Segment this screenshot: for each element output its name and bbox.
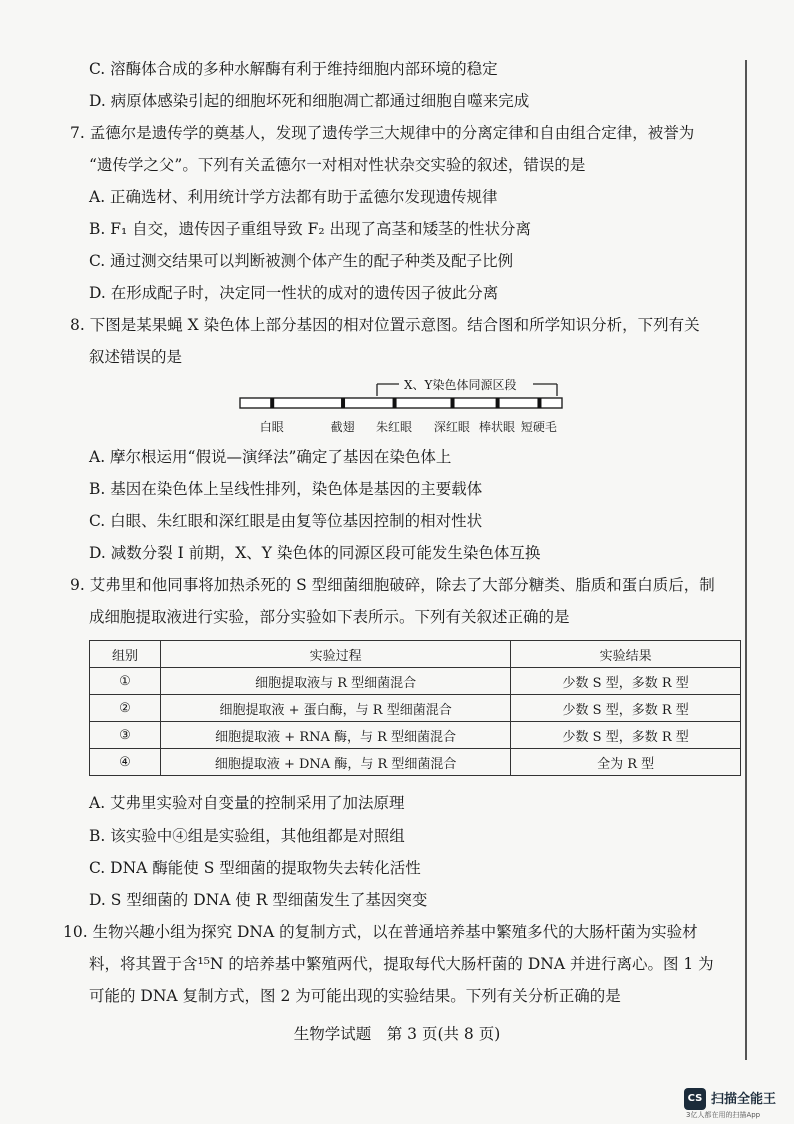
question-9-stem: 9. 艾弗里和他同事将加热杀死的 S 型细菌细胞破碎，除去了大部分糖类、脂质和蛋白质后，制	[70, 576, 715, 594]
text-line: “遗传学之父”。下列有关孟德尔一对相对性状杂交实验的叙述，错误的是	[89, 156, 586, 174]
chromosome-figure	[0, 0, 794, 460]
text-line: C. 溶酶体合成的多种水解酶有利于维持细胞内部环境的稳定	[89, 60, 498, 78]
option-a: A. 正确选材、利用统计学方法都有助于孟德尔发现遗传规律	[89, 188, 498, 206]
gene-label: 短硬毛	[520, 420, 557, 434]
table-header: 实验过程	[160, 641, 510, 668]
option-d: D. 在形成配子时，决定同一性状的成对的遗传因子彼此分离	[89, 284, 499, 302]
option-b: B. 基因在染色体上呈线性排列，染色体是基因的主要载体	[89, 480, 483, 498]
table-cell: 少数 S 型，多数 R 型	[511, 722, 741, 749]
option-d: D. S 型细菌的 DNA 使 R 型细菌发生了基因突变	[89, 891, 428, 909]
table-cell: ③	[90, 722, 161, 749]
text-line: 成细胞提取液进行实验，部分实验如下表所示。下列有关叙述正确的是	[89, 608, 570, 626]
table-cell: 全为 R 型	[511, 749, 741, 776]
option-b: B. 该实验中④组是实验组，其他组都是对照组	[89, 827, 405, 845]
table-row	[90, 668, 741, 695]
camscanner-logo-icon: CS	[684, 1088, 706, 1110]
question-7-stem: 7. 孟德尔是遗传学的奠基人，发现了遗传学三大规律中的分离定律和自由组合定律，被誉为	[70, 124, 695, 142]
gene-band	[393, 398, 397, 408]
option-c: C. 白眼、朱红眼和深红眼是由复等位基因控制的相对性状	[89, 512, 483, 530]
table-cell: 细胞提取液与 R 型细菌混合	[160, 668, 510, 695]
option-c: C. 通过测交结果可以判断被测个体产生的配子种类及配子比例	[89, 252, 514, 270]
table-cell: 少数 S 型，多数 R 型	[511, 695, 741, 722]
table-cell: 少数 S 型，多数 R 型	[511, 668, 741, 695]
question-8-stem: 8. 下图是某果蝇 X 染色体上部分基因的相对位置示意图。结合图和所学知识分析，下列有关	[70, 316, 700, 334]
option-b: B. F₁ 自交，遗传因子重组导致 F₂ 出现了高茎和矮茎的性状分离	[89, 220, 531, 238]
text-line: 可能的 DNA 复制方式，图 2 为可能出现的实验结果。下列有关分析正确的是	[89, 987, 621, 1005]
gene-band	[537, 398, 541, 408]
text-line: 叙述错误的是	[89, 348, 183, 366]
gene-label: 白眼	[259, 420, 284, 434]
experiment-table	[89, 640, 741, 776]
table-cell: 细胞提取液 + DNA 酶，与 R 型细菌混合	[160, 749, 510, 776]
homologous-region-label: X、Y染色体同源区段	[404, 378, 517, 392]
question-10-stem: 10. 生物兴趣小组为探究 DNA 的复制方式，以在普通培养基中繁殖多代的大肠杆菌为实验材	[63, 923, 698, 941]
gene-label: 截翅	[330, 420, 355, 434]
page-footer: 生物学试题 第 3 页(共 8 页)	[293, 1025, 501, 1043]
table-cell: ①	[90, 668, 161, 695]
table-header-row	[90, 641, 741, 668]
table-row	[90, 695, 741, 722]
gene-band	[270, 398, 274, 408]
table-row	[90, 722, 741, 749]
table-cell: 细胞提取液 + RNA 酶，与 R 型细菌混合	[160, 722, 510, 749]
gene-label: 棒状眼	[479, 420, 516, 434]
option-a: A. 艾弗里实验对自变量的控制采用了加法原理	[89, 794, 405, 812]
table-header: 实验结果	[511, 641, 741, 668]
table-header: 组别	[90, 641, 161, 668]
camscanner-tagline: 3亿人都在用的扫描App	[686, 1111, 761, 1119]
gene-label: 朱红眼	[375, 420, 412, 434]
text-line: 料，将其置于含¹⁵N 的培养基中繁殖两代，提取每代大肠杆菌的 DNA 并进行离心。图 1 为	[89, 955, 714, 973]
table-cell: 细胞提取液 + 蛋白酶，与 R 型细菌混合	[160, 695, 510, 722]
text-line: D. 病原体感染引起的细胞坏死和细胞凋亡都通过细胞自噬来完成	[89, 92, 530, 110]
option-a: A. 摩尔根运用“假说—演绎法”确定了基因在染色体上	[89, 448, 452, 466]
gene-label: 深红眼	[433, 420, 470, 434]
table-row	[90, 749, 741, 776]
gene-band	[341, 398, 345, 408]
gene-band	[496, 398, 500, 408]
table-cell: ②	[90, 695, 161, 722]
camscanner-name: 扫描全能王	[711, 1092, 777, 1107]
option-d: D. 减数分裂 Ⅰ 前期，X、Y 染色体的同源区段可能发生染色体互换	[89, 544, 541, 562]
table-cell: ④	[90, 749, 161, 776]
gene-band	[451, 398, 455, 408]
option-c: C. DNA 酶能使 S 型细菌的提取物失去转化活性	[89, 859, 421, 877]
